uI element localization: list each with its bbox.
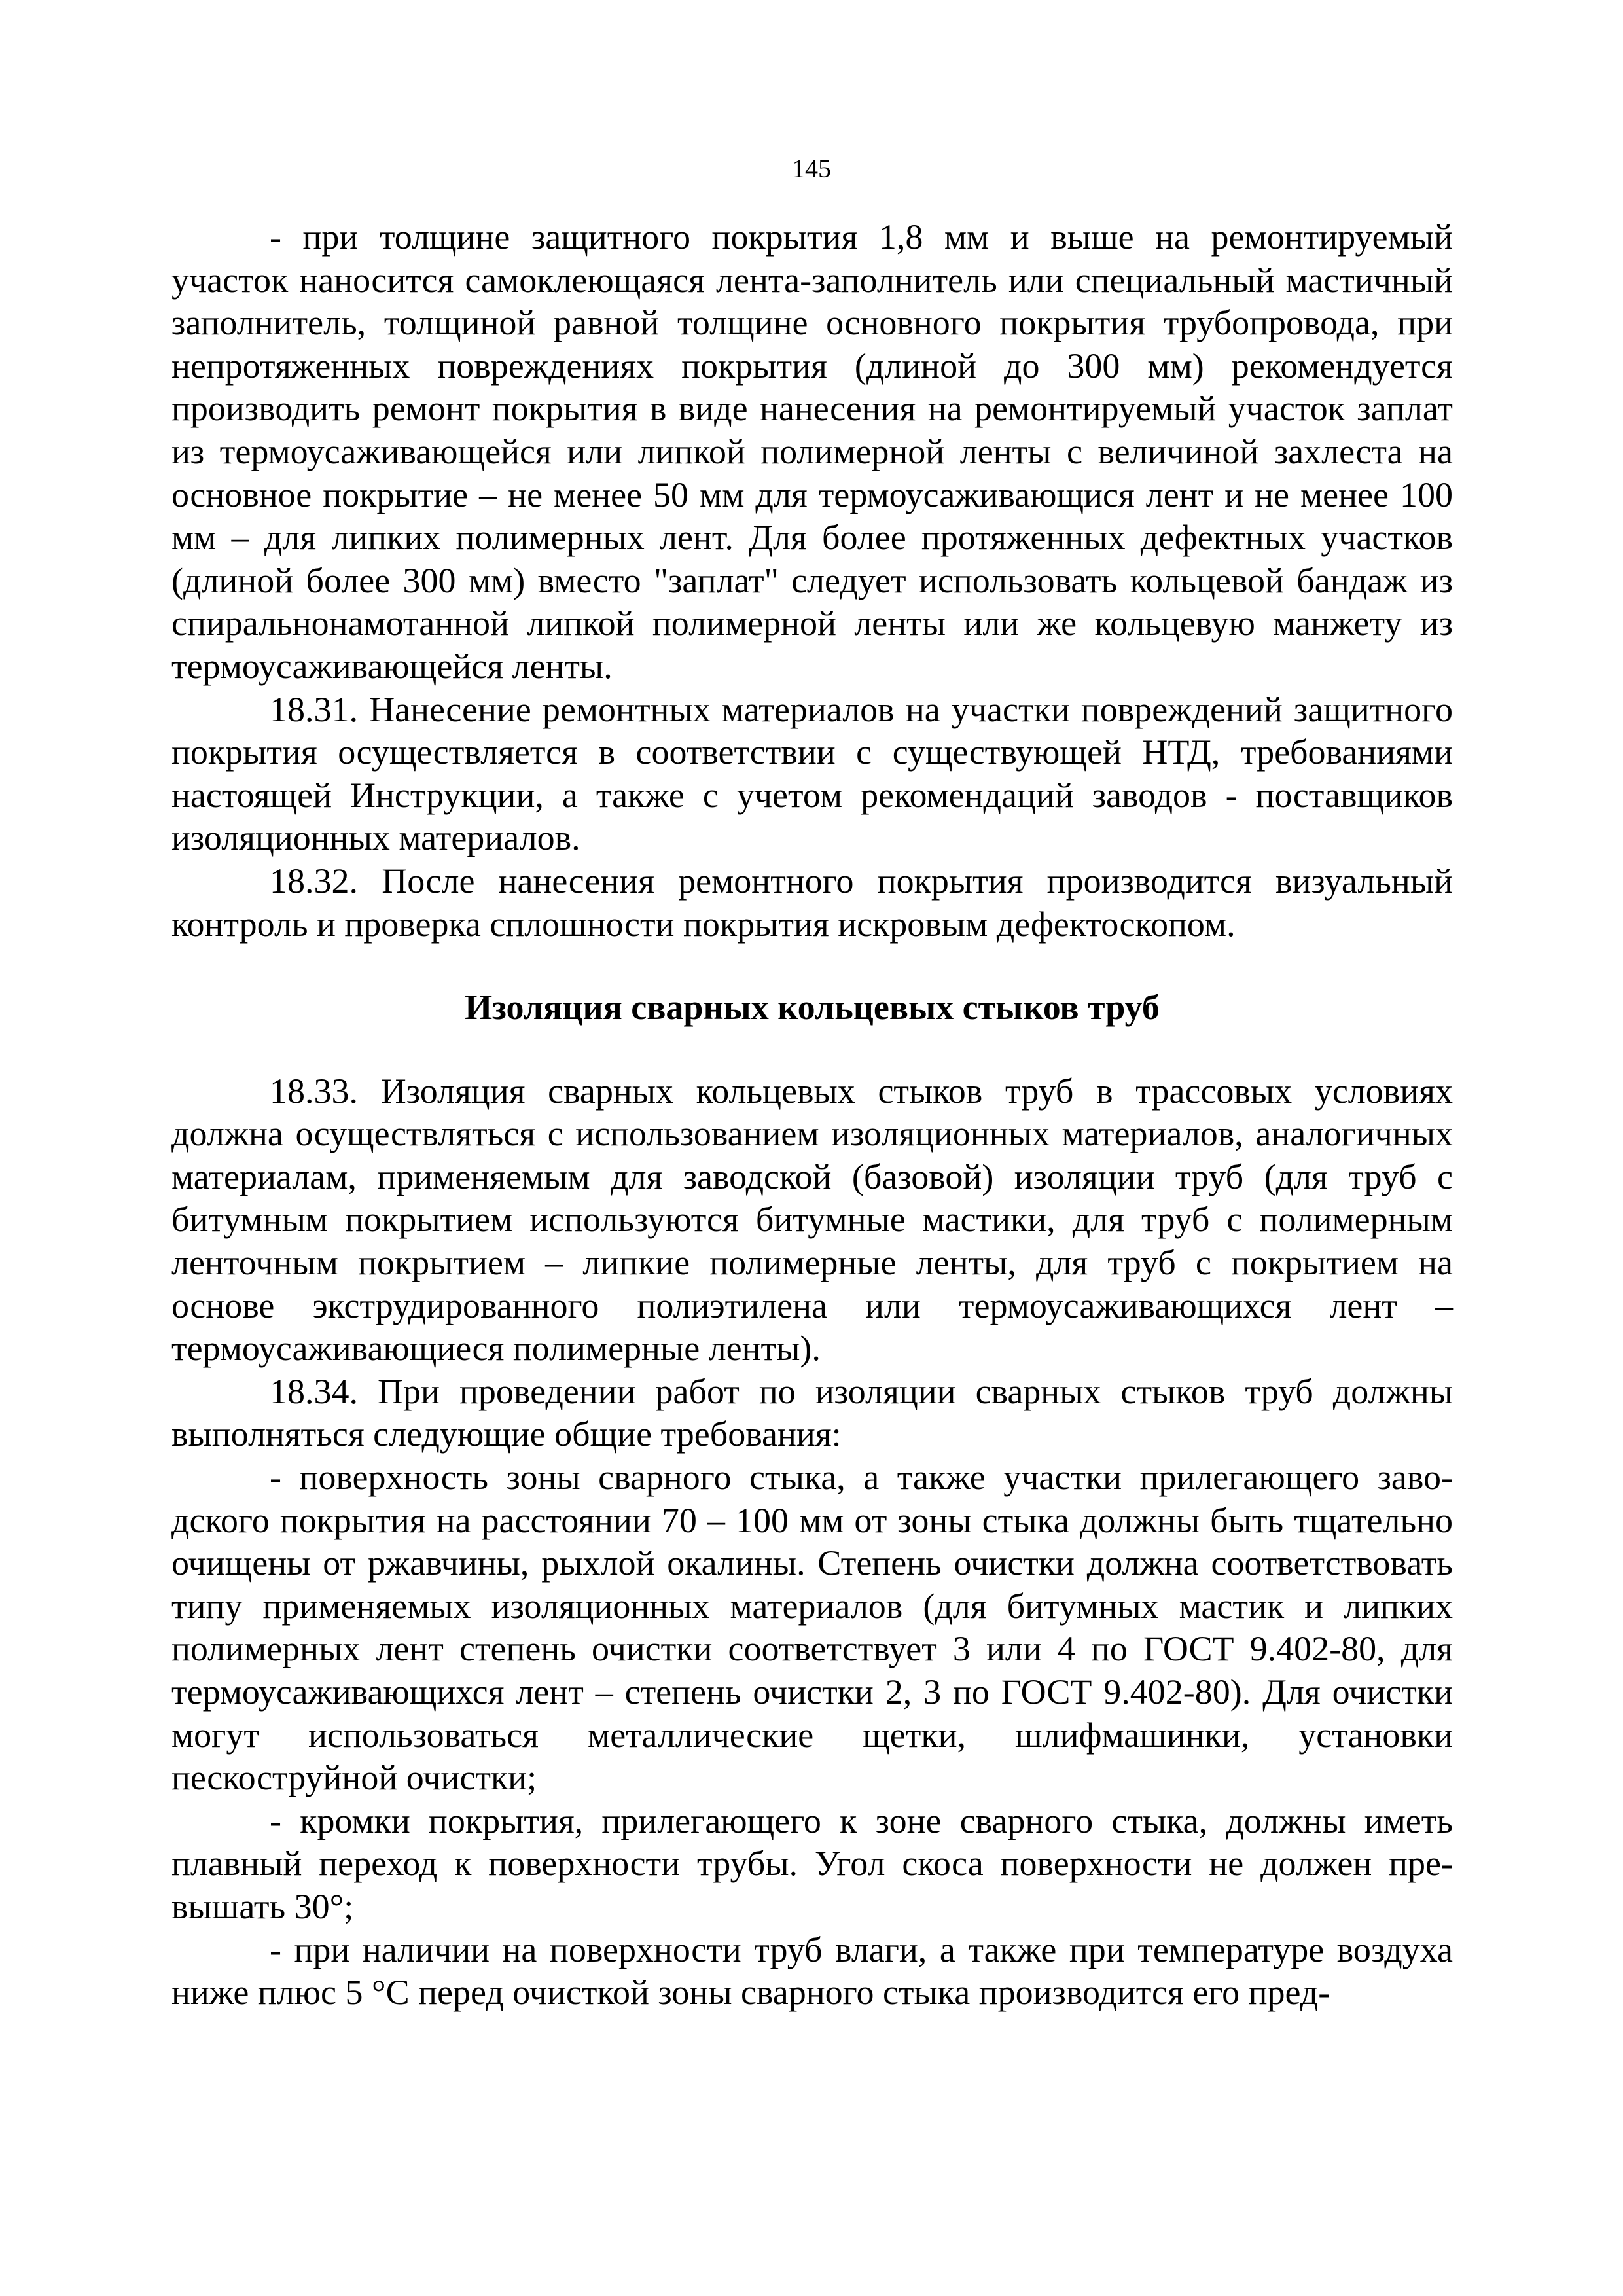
list-item-surface-cleaning: - поверхность зоны сварного стыка, а также участки прилегающего заводского покрытия на расстоянии 70 – 100 мм от зоны стыка должны быть тщательно очищены от ржавчины, рыхлой окалины. Степень очистки должна соответствовать типу применяемых изоляционных материалов (для битумных мастик и липких полимерных лент степень очистки соответствует 3 или 4 по ГОСТ 9.402-80, для термоусаживающихся лент – степень очистки 2, 3 по ГОСТ 9.402-80). Для очистки могут использоваться металлические щетки, шлифмашинки, установки пескоструйной очистки; (171, 1458, 1453, 1798)
paragraph-repair-thick-coating: - при толщине защитного покрытия 1,8 мм и выше на ремонтируемый участок наносится самоклеющаяся лента-заполнитель или специальный мастичный заполнитель, толщиной равной толщине основного покрытия трубопровода, при непротяженных повреждениях покрытия (длиной до 300 мм) рекомендуется производить ремонт покрытия в виде нанесения на ремонтируемый участок заплат из термоусаживающейся или липкой полимерной ленты с величиной захлеста на основное покрытие – не менее 50 мм для термоусаживающися лент и не менее 100 мм – для липких полимерных лент. Для более протяженных дефектных участков (длиной более 300 мм) вместо "заплат" следует использовать кольцевой бандаж из спиральнонамотанной липкой полимерной ленты или же кольцевую манжету из термоусаживающейся ленты. (171, 217, 1453, 686)
paragraph-18-34: 18.34. При проведении работ по изоляции сварных стыков труб должны выполняться следующие общие требования: (171, 1371, 1453, 1454)
section-heading: Изоляция сварных кольцевых стыков труб (465, 988, 1160, 1028)
paragraph-18-31: 18.31. Нанесение ремонтных материалов на участки повреждений защитного покрытия осуществляется в соответствии с существующей НТД, требованиями настоящей Инструкции, а также с учетом рекомендаций заводов - поставщиков изоляционных материалов. (171, 689, 1453, 858)
paragraph-18-33: 18.33. Изоляция сварных кольцевых стыков труб в трассовых условиях должна осуществляться с использованием изоляционных материалов, аналогичных материалам, применяемым для заводской (базовой) изоляции труб (для труб с битумным покрытием используются битумные мастики, для труб с полимерным ленточным покрытием – липкие полимерные ленты, для труб с покрытием на основе экструдированного полиэтилена или термоусаживающихся лент – термоусаживающиеся полимерные ленты). (171, 1071, 1453, 1369)
paragraph-18-32: 18.32. После нанесения ремонтного покрытия производится визуальный контроль и проверка сплошности покрытия искровым дефектоскопом. (171, 861, 1453, 944)
list-item-coating-edges: - кромки покрытия, прилегающего к зоне сварного стыка, должны иметь плавный переход к поверхности трубы. Угол скоса поверхности не должен превышать 30°; (171, 1801, 1453, 1926)
page-number: 145 (792, 154, 831, 183)
list-item-moisture-heating: - при наличии на поверхности труб влаги, а также при температуре воздуха ниже плюс 5 °С перед очисткой зоны сварного стыка производится его пред- (171, 1929, 1453, 2013)
page-body (171, 216, 1453, 2015)
